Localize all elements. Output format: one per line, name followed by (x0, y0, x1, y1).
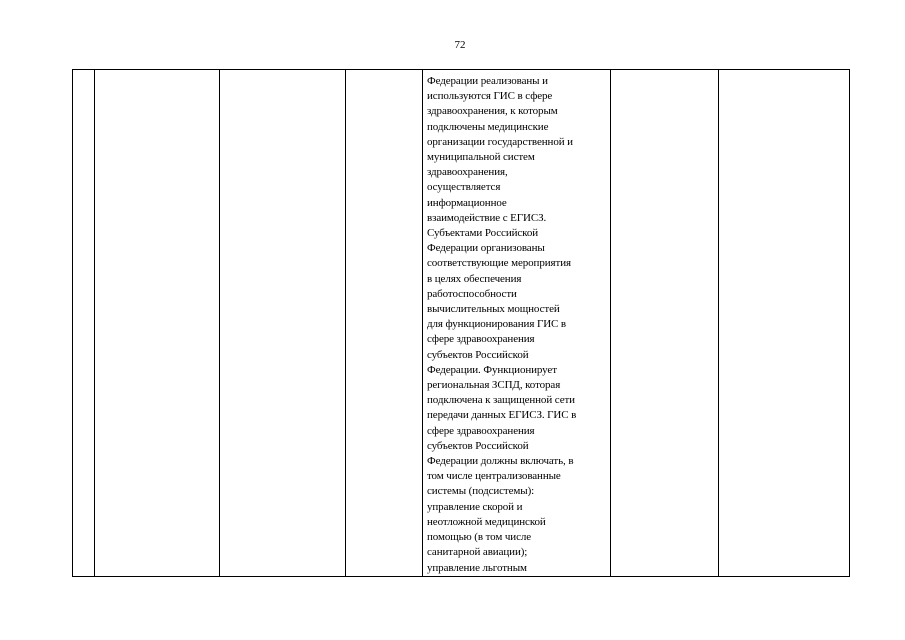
page-number: 72 (454, 39, 466, 51)
table-cell-col-4 (346, 70, 423, 577)
cell-text-line: вычислительных мощностей (427, 303, 560, 316)
cell-text-line: управление скорой и (427, 500, 523, 513)
cell-text-line: муниципальной систем (427, 151, 535, 164)
cell-text-line: здравоохранения, к которым (427, 105, 558, 118)
cell-text-line: сфере здравоохранения (427, 424, 535, 437)
table-cell-col-2 (95, 70, 220, 577)
cell-text-line: Федерации реализованы и (427, 75, 548, 87)
cell-text-line: здравоохранения, (427, 166, 508, 179)
cell-text-line: передачи данных ЕГИСЗ. ГИС в (427, 409, 577, 422)
cell-text-line: санитарной авиации); (427, 546, 528, 559)
cell-text-line: управление льготным (427, 561, 527, 574)
table-cell-col-3 (220, 70, 346, 577)
cell-text-line: организации государственной и (427, 135, 573, 148)
cell-text-line: сфере здравоохранения (427, 333, 535, 346)
cell-text-line: для функционирования ГИС в (427, 318, 567, 331)
table-cell-number (73, 70, 95, 577)
cell-text-block (423, 70, 610, 576)
table-cell-col-6 (611, 70, 719, 577)
cell-text-line: соответствующие мероприятия (427, 257, 571, 270)
cell-text-line: подключены медицинские (427, 120, 549, 133)
table-cell-col-5 (423, 70, 611, 577)
cell-text-line: Федерации должны включать, в (427, 455, 574, 468)
cell-text-line: взаимодействие с ЕГИСЗ. (427, 211, 547, 224)
cell-text-line: системы (подсистемы): (427, 485, 535, 498)
cell-text-line: субъектов Российской (427, 348, 529, 361)
cell-text-line: помощью (в том числе (427, 531, 532, 544)
cell-text-line: подключена к защищенной сети (427, 394, 575, 407)
cell-text-line: информационное (427, 196, 507, 209)
cell-text-line: неотложной медицинской (427, 515, 546, 528)
cell-text-line: Субъектами Российской (427, 227, 539, 240)
cell-text-line: том числе централизованные (427, 470, 561, 483)
cell-text-line: используются ГИС в сфере (427, 90, 553, 103)
document-table (72, 69, 850, 577)
cell-text-line: работоспособности (427, 287, 517, 300)
cell-text-line: региональная ЗСПД, которая (427, 379, 561, 392)
table-cell-col-7 (719, 70, 850, 577)
cell-text-line: в целях обеспечения (427, 272, 522, 285)
cell-text-line: осуществляется (427, 181, 501, 194)
cell-text-line: субъектов Российской (427, 439, 529, 452)
cell-text-line: Федерации организованы (427, 242, 545, 255)
table-row (73, 70, 850, 577)
cell-text-line: Федерации. Функционирует (427, 363, 557, 376)
